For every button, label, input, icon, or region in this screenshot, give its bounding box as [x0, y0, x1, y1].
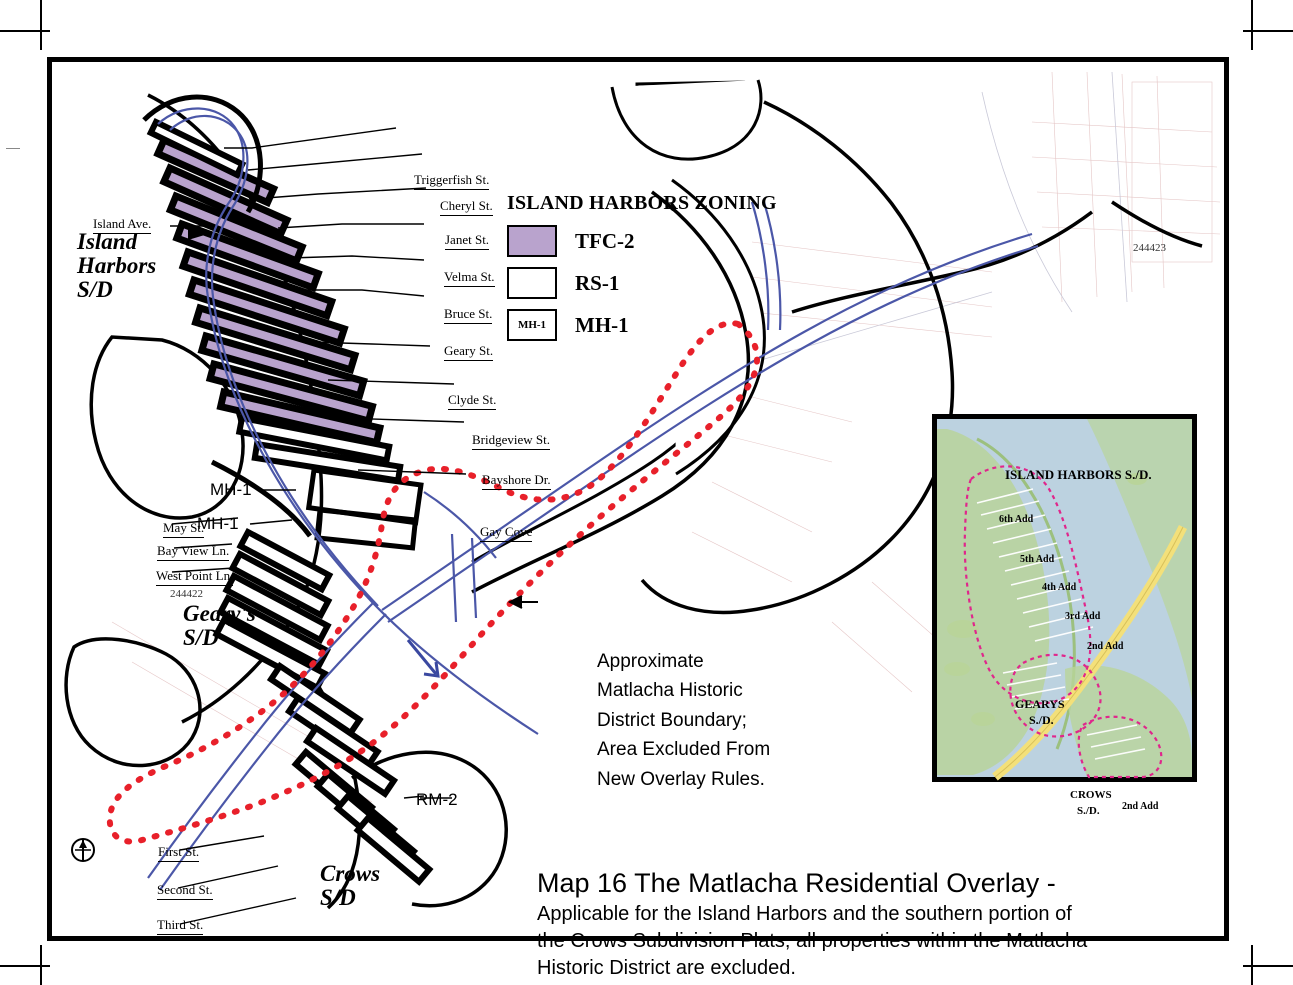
sd-line: S/D — [183, 625, 219, 651]
legend-swatch-tfc2 — [507, 225, 557, 257]
crop-mark-bottom-right — [1243, 965, 1293, 967]
street-label: Velma St. — [444, 269, 495, 287]
street-label: Second St. — [157, 882, 213, 900]
subtitle-line: Historic District are excluded. — [537, 957, 796, 980]
inset-label: 5th Add — [1020, 554, 1055, 565]
legend-swatch-rs1 — [507, 267, 557, 299]
inset-label: S./D. — [1077, 805, 1100, 817]
legend — [507, 192, 777, 341]
inset-title: ISLAND HARBORS S./D. — [1005, 467, 1152, 482]
sd-line: Geary's — [183, 601, 256, 626]
inset-label: 2nd Add — [1122, 801, 1159, 812]
legend-label-rs1: RS-1 — [575, 270, 620, 295]
north-arrow-icon — [70, 837, 96, 863]
inset-label: 6th Add — [999, 514, 1034, 525]
note-line: Matlacha Historic — [597, 680, 743, 702]
street-label: Gay Cove — [480, 524, 532, 542]
historic-boundary-note — [597, 647, 857, 794]
subtitle-line: the Crows Subdivision Plats; all properties within the Matlacha — [537, 930, 1088, 953]
subdivision-gearys — [183, 602, 256, 650]
crop-mark-top-left — [0, 30, 50, 32]
inset-label: 2nd Add — [1087, 641, 1124, 652]
sd-line: S/D — [77, 277, 113, 303]
crop-tick-left-mid — [6, 148, 20, 149]
note-line: New Overlay Rules. — [597, 768, 765, 790]
street-label: Bay View Ln. — [157, 543, 229, 561]
street-label: Geary St. — [444, 343, 493, 361]
street-label: Triggerfish St. — [414, 172, 489, 190]
inset-map — [932, 414, 1197, 817]
subdivision-crows — [320, 862, 380, 910]
subdivision-island-harbors — [77, 230, 156, 302]
crop-mark-left — [40, 0, 42, 50]
sd-line: Harbors — [77, 253, 157, 279]
street-label: Bridgeview St. — [472, 432, 550, 450]
sd-line: Crows — [320, 861, 381, 886]
street-label: May St. — [163, 520, 204, 538]
inset-label: S./D. — [1029, 713, 1054, 727]
street-label: Island Ave. — [93, 216, 151, 234]
street-label: Bayshore Dr. — [482, 472, 551, 490]
note-line: Approximate — [597, 651, 704, 672]
street-label: Clyde St. — [448, 392, 496, 410]
legend-item-tfc2 — [507, 225, 777, 257]
map-title: Map 16 The Matlacha Residential Overlay - — [537, 868, 1056, 898]
street-label: Cheryl St. — [440, 198, 493, 216]
crop-mark-bottom-left — [0, 965, 50, 967]
inset-label: CROWS — [1070, 789, 1112, 801]
legend-item-rs1 — [507, 267, 777, 299]
legend-swatch-mh1: MH-1 — [507, 309, 557, 341]
legend-item-mh1 — [507, 309, 777, 341]
sd-line: Island — [77, 229, 138, 254]
sd-line: S/D — [320, 885, 356, 911]
zone-tag-mh1-upper: MH-1 — [210, 480, 252, 499]
crop-mark-top-right — [1243, 30, 1293, 32]
title-block — [537, 867, 1237, 982]
street-label: Janet St. — [445, 232, 489, 250]
legend-label-tfc2: TFC-2 — [575, 228, 635, 253]
parcel-id-244423: 244423 — [1133, 242, 1166, 254]
subtitle-line: Applicable for the Island Harbors and the southern portion of — [537, 903, 1072, 926]
inset-label: 3rd Add — [1065, 611, 1101, 622]
inset-label: 4th Add — [1042, 582, 1077, 593]
street-label: Third St. — [157, 917, 203, 935]
zone-tag-rm2: RM-2 — [416, 790, 458, 809]
note-line: District Boundary; — [597, 709, 747, 731]
legend-label-mh1: MH-1 — [575, 312, 629, 337]
map-subtitle — [537, 901, 1237, 982]
note-pointer — [510, 596, 538, 608]
map-frame — [47, 57, 1229, 980]
note-line: Area Excluded From — [597, 739, 771, 761]
zone-tag-mh1-lower: MH-1 — [197, 514, 239, 533]
street-label: West Point Ln. — [156, 568, 233, 586]
street-label: Bruce St. — [444, 306, 492, 324]
crop-mark-right — [1251, 0, 1253, 50]
legend-title: ISLAND HARBORS ZONING — [507, 192, 777, 214]
parcel-id-244422: 244422 — [170, 588, 203, 600]
street-label: First St. — [158, 844, 199, 862]
inset-label: GEARYS — [1015, 697, 1065, 711]
